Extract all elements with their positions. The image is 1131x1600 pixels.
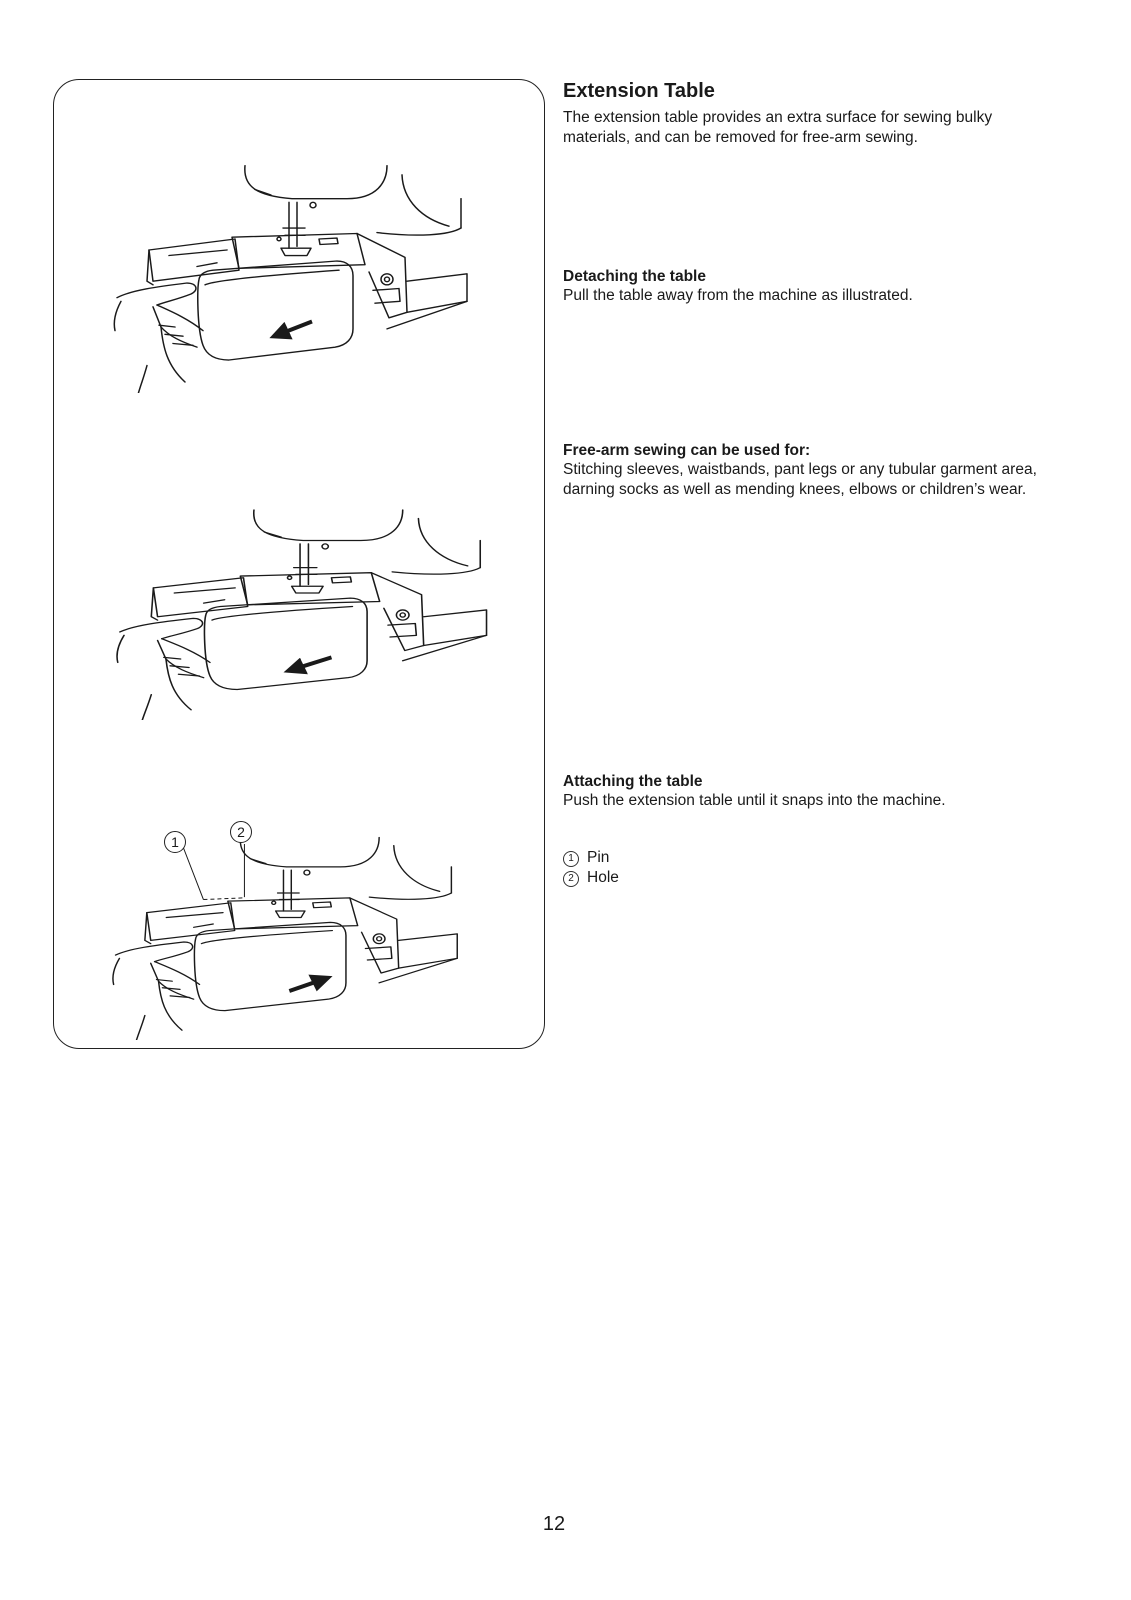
section-free-arm	[563, 441, 1063, 499]
section-body: Push the extension table until it snaps into the machine.	[563, 792, 946, 809]
legend-label: Hole	[587, 869, 619, 886]
illustration-detach	[57, 118, 477, 393]
legend-number: 2	[563, 871, 579, 887]
legend-item	[563, 868, 619, 887]
illustration-free-arm	[57, 466, 497, 720]
legend-label: Pin	[587, 849, 610, 866]
section-heading: Detaching the table	[563, 268, 706, 285]
section-body: Stitching sleeves, waistbands, pant legs or any tubular garment area, darning socks as well as mending knees, elbows or children’s wear.	[563, 461, 1037, 498]
page-title: Extension Table	[563, 80, 715, 102]
callout-2: 2	[230, 821, 252, 843]
section-body: Pull the table away from the machine as illustrated.	[563, 287, 913, 304]
section-heading: Free-arm sewing can be used for:	[563, 442, 811, 459]
section-detaching	[563, 267, 1063, 306]
intro-text: The extension table provides an extra surface for sewing bulky materials, and can be removed for free-arm sewing.	[563, 109, 993, 146]
legend-item	[563, 848, 609, 867]
legend-number: 1	[563, 851, 579, 867]
callout-1: 1	[164, 831, 186, 853]
section-attaching	[563, 772, 1063, 811]
page-number: 12	[542, 1513, 566, 1535]
section-heading: Attaching the table	[563, 773, 703, 790]
illustration-attach	[57, 795, 467, 1040]
